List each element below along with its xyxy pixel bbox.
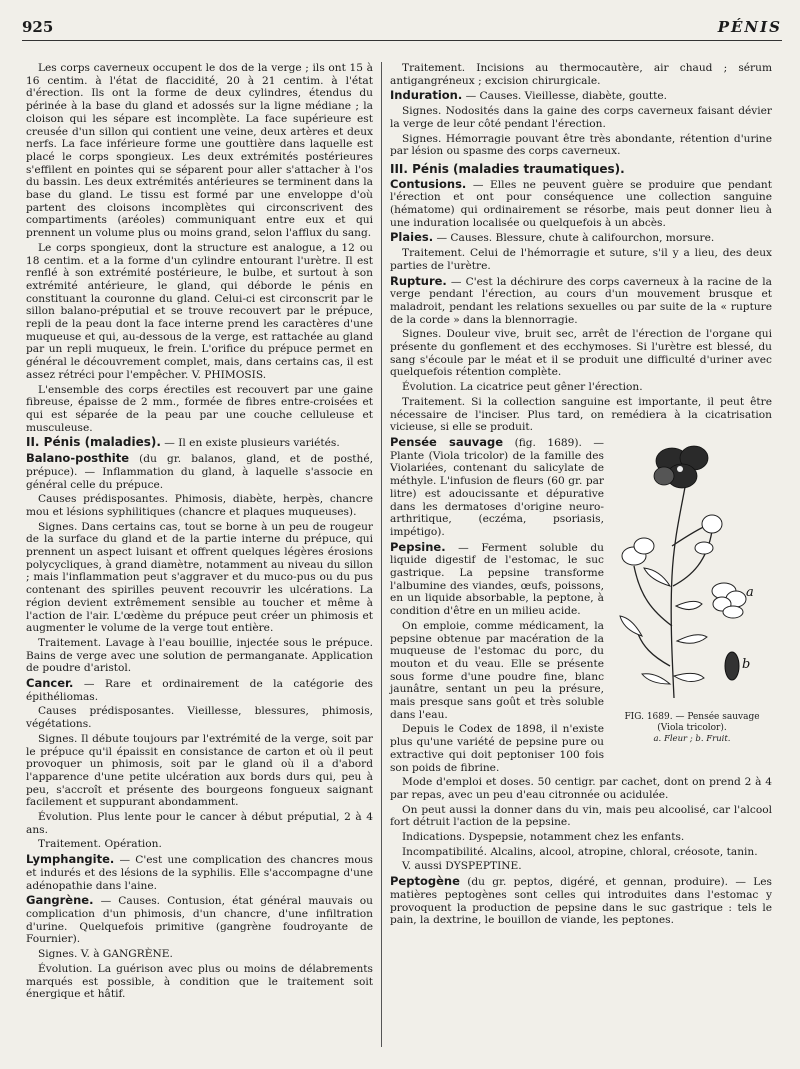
signes-balano: Signes. Dans certains cas, tout se borne à un peu de rougeur de la surface du gland et de la partie interne du prépuce, qui prennent un aspect luisant et offrent quelques légères érosions polycycliques, à grand diamètre, notamment au niveau du sillon ; mais l'inflammation peut s'aggraver et du muco-pus ou du pus contenant des spirilles peuvent recouvrir les ulcérations. La région devient extrêmement sensible au toucher et même à l'action de l'air. L'œdème du prépuce peut créer un phimosis et augmenter le volume de la verge tout entière.: [26, 520, 373, 635]
signes-gangrene: Signes. V. à GANGRÈNE.: [38, 948, 173, 961]
entry-term: Contusions.: [390, 176, 467, 191]
right-column: [390, 62, 772, 929]
pepsine-indications: Indications. Dyspepsie, notamment chez les enfants.: [402, 831, 685, 844]
running-title: PÉNIS: [717, 18, 782, 36]
entry-pensee-sauvage: Pensée sauvage (fig. 1689). — Plante (Viola tricolor) de la famille des Violariées, contenant du salicylate de méthyle. L'infusion de fleurs (60 gr. par litre) est adoucissante et dépurative dans les dermatoses d'origine neuro-arthritique, (eczéma, psoriasis, impétigo).: [390, 434, 604, 538]
column-divider: [381, 62, 382, 1047]
entry-induration: Induration. — Causes. Vieillesse, diabète, goutte.: [390, 88, 668, 103]
pepsine-incompatibilite: Incompatibilité. Alcalins, alcool, atropine, chloral, créosote, tanin.: [402, 845, 758, 858]
figure-caption-text: FIG. 1689. — Pensée sauvage (Viola tricolor).: [624, 711, 760, 733]
evolution-cancer: Évolution. Plus lente pour le cancer à début préputial, 2 à 4 ans.: [26, 811, 373, 836]
entry-term: Pensée sauvage: [390, 434, 504, 449]
entry-term: Cancer.: [26, 676, 74, 691]
paragraph-corps-spongieux: Le corps spongieux, dont la structure est analogue, a 12 ou 18 centim. et a la forme d'un cylindre entourant l'urètre. Il est renflé à son extrémité postérieure, le bulbe, et surtout à son extrémité antérieure, le gland, qui déborde le pénis en constituant la couronne du gland. Celui-ci est circonscrit par le sillon balano-préputial et se trouve recouvert par le prépuce, repli de la peau dont la face interne prend les caractères d'une muqueuse et qui, au-dessous de la verge, est rattachée au gland par un repli muqueux, le frein. L'orifice du prépuce permet en général le découvrement complet, mais, dans certains cas, il est assez rétréci pour l'empêcher. V. PHIMOSIS.: [26, 241, 373, 381]
causes-cancer: Causes prédisposantes. Vieillesse, blessures, phimosis, végétations.: [26, 705, 373, 731]
traitement-gangrene: Traitement. Incisions au thermocautère, air chaud ; sérum antigangréneux ; excision chirurgicale.: [390, 62, 772, 87]
evolution-rupture: Évolution. La cicatrice peut gêner l'érection.: [402, 381, 643, 394]
page-header: [22, 18, 782, 41]
signes-rupture: Signes. Douleur vive, bruit sec, arrêt de l'érection de l'organe qui présente du gonflement et des ecchymoses. Si l'urètre est blessé, du sang s'écoule par le méat et il se produit une difficulté d'uriner avec quelquefois rétention complète.: [390, 328, 772, 379]
entry-lymphangite: Lymphangite. — C'est une complication des chancres mous et indurés et des lésions de la syphilis. Elle s'accompagne d'une adénopathie dans l'aine.: [26, 852, 373, 892]
pepsine-mode-emploi: Mode d'emploi et doses. 50 centigr. par cachet, dont on prend 2 à 4 par repas, avec un peu d'eau citronnée ou acidulée.: [390, 776, 772, 801]
entry-term: Induration.: [390, 88, 463, 103]
pepsine-codex: Depuis le Codex de 1898, il n'existe plus qu'une variété de pepsine pure ou extractive qui doit peptoniser 100 fois son poids de fibrine.: [390, 723, 604, 774]
traitement-rupture: Traitement. Si la collection sanguine est importante, il peut être nécessaire de l'inciser. Plus tard, on remédiera à la cicatrisation vicieuse, si elle se produit.: [390, 395, 772, 434]
entry-gangrene: Gangrène. — Causes. Contusion, état général mauvais ou complication d'un phimosis, d'un chancre, d'une infiltration d'urine. Quelquefois primitive (gangrène foudroyante de Fournier).: [26, 893, 373, 946]
entry-term: Peptogène: [390, 874, 460, 889]
pepsine-voir-aussi: V. aussi DYSPEPTINE.: [402, 860, 522, 873]
figure-caption: [616, 712, 768, 745]
page-number: 925: [22, 18, 54, 36]
entry-term: Balano-posthite: [26, 451, 129, 466]
signes-induration: Signes. Nodosités dans la gaine des corps caverneux faisant dévier la verge de leur côté pendant l'érection.: [390, 105, 772, 130]
entry-term: Pepsine.: [390, 539, 446, 554]
pepsine-emploi: On emploie, comme médicament, la pepsine obtenue par macération de la muqueuse de l'estomac du porc, du mouton et du veau. Elle se présente sous forme d'une poudre fine, blanc jaunâtre, sentant un peu la présure, mais presque sans goût et très soluble dans l'eau.: [390, 619, 604, 721]
entry-peptogene: Peptogène (du gr. peptos, digéré, et gennan, produire). — Les matières peptogènes sont celles qui introduites dans l'estomac y provoquent la production de pepsine dans le suc gastrique : tels le pain, la dextrine, le bouillon de viande, les peptones.: [390, 874, 772, 927]
left-column: [26, 62, 373, 1003]
entry-term: Gangrène.: [26, 893, 94, 908]
section-3-title: III. Pénis (maladies traumatiques).: [390, 161, 625, 176]
signes-hemorragie: Signes. Hémorragie pouvant être très abondante, rétention d'urine par lésion ou spasme des corps caverneux.: [390, 132, 772, 158]
figure-label-a: a: [746, 584, 754, 600]
entry-contusions: Contusions. — Elles ne peuvent guère se produire que pendant l'érection et ont pour conséquence une collection sanguine (hématome) qui ordinairement se résorbe, mais peut donner lieu à une induration localisée ou quelquefois à un abcès.: [390, 176, 772, 229]
entry-rupture: Rupture. — C'est la déchirure des corps caverneux à la racine de la verge pendant l'érection, au cours d'un mouvement brusque et maladroit, pendant les relations sexuelles ou par suite de la « rupture de la corde » dans la blennorragie.: [390, 273, 772, 326]
section-2: [26, 436, 373, 450]
traitement-plaies: Traitement. Celui de l'hémorragie et suture, s'il y a lieu, des deux parties de l'urètre.: [390, 247, 772, 272]
signes-cancer: Signes. Il débute toujours par l'extrémité de la verge, soit par le prépuce qu'il épaissit en consistance de carton et où il peut provoquer un phimosis, soit par le gland où il a d'abord l'apparence d'une petite ulcération aux bords durs qui, peu à peu, s'accroît et présente des bourgeons fongueux saignant facilement et suppurant abondamment.: [26, 732, 373, 809]
entry-balano-posthite: Balano-posthite (du gr. balanos, gland, et de posthé, prépuce). — Inflammation du gland, à laquelle s'associe en général celle du prépuce.: [26, 451, 373, 491]
traitement-balano: Traitement. Lavage à l'eau bouillie, injectée sous le prépuce. Bains de verge avec une solution de permanganate. Application de poudre d'aristol.: [26, 636, 373, 675]
paragraph-corps-caverneux: Les corps caverneux occupent le dos de la verge ; ils ont 15 à 16 centim. à l'état de flaccidité, 20 à 21 centim. à l'état d'érection. Ils ont la forme de deux cylindres, étendus du périnée à la base du gland et adossés sur la ligne médiane ; la cloison qui les sépare est incomplète. La face supérieure est creusée d'un sillon qui contient une veine, deux artères et deux nerfs. La face inférieure forme une gouttière dans laquelle est placé le corps spongieux. Les deux extrémités postérieures s'effilent en pointes qui se séparent pour aller s'attacher à l'os du bassin. Les deux extrémités antérieures se terminent dans la base du gland. Le tissu est formé par une enveloppe d'où partent des cloisons incomplètes qui circonscrivent des compartiments (aréoles) communiquant entre eux et qui prennent un volume plus ou moins grand, selon l'afflux du sang.: [26, 62, 373, 240]
entry-plaies: Plaies. — Causes. Blessure, chute à califourchon, morsure.: [390, 230, 715, 245]
section-2-title: II. Pénis (maladies).: [26, 435, 161, 450]
pepsine-vin: On peut aussi la donner dans du vin, mais peu alcoolisé, car l'alcool fort détruit l'action de la pepsine.: [390, 803, 772, 829]
causes-balano: Causes prédisposantes. Phimosis, diabète, herpès, chancre mou et lésions syphilitiques (chancre et plaques muqueuses).: [26, 493, 373, 518]
section-2-intro: — Il en existe plusieurs variétés.: [160, 437, 340, 450]
entry-term: Rupture.: [390, 273, 447, 288]
viola-tricolor-illustration: [612, 436, 772, 711]
entry-term: Plaies.: [390, 230, 434, 245]
traitement-cancer: Traitement. Opération.: [38, 838, 162, 851]
figure-label-b: b: [742, 656, 751, 672]
entry-pepsine: Pepsine. — Ferment soluble du liquide digestif de l'estomac, le suc gastrique. La pepsine transforme l'albumine des viandes, œufs, poissons, en un liquide absorbable, la peptone, à condition d'être en un milieu acide.: [390, 539, 604, 618]
entry-cancer: Cancer. — Rare et ordinairement de la catégorie des épithéliomas.: [26, 676, 373, 703]
figure-caption-sub: a. Fleur ; b. Fruit.: [653, 733, 731, 744]
evolution-gangrene: Évolution. La guérison avec plus ou moins de délabrements marqués est possible, à condition que le traitement soit énergique et hâtif.: [26, 962, 373, 1001]
paragraph-gaine: L'ensemble des corps érectiles est recouvert par une gaine fibreuse, épaisse de 2 mm., formée de fibres entre-croisées et qui est séparée de la peau par une couche celluleuse et musculeuse.: [26, 383, 373, 434]
figure-pensee-sauvage: [612, 436, 772, 754]
entry-term: Lymphangite.: [26, 852, 115, 867]
